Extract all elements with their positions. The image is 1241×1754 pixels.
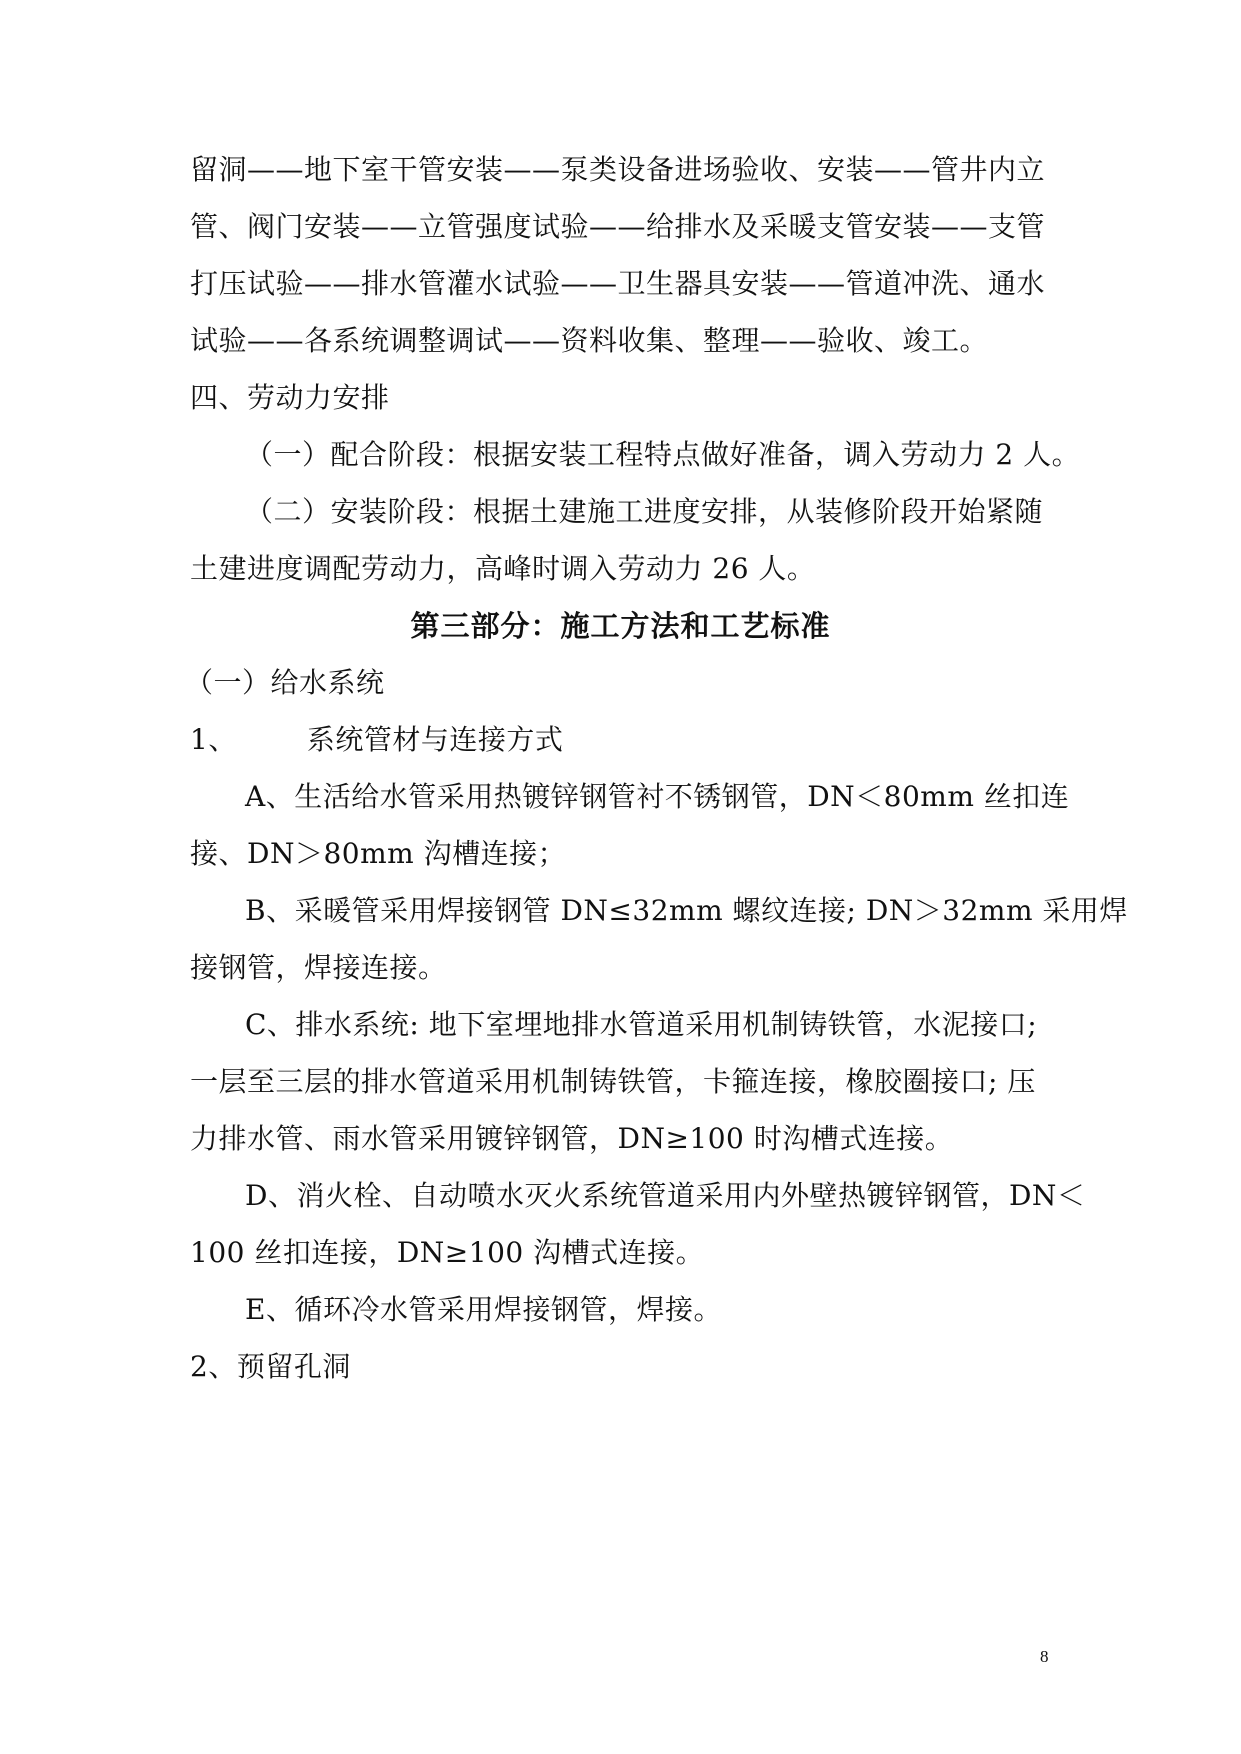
item-a-line-1: A、生活给水管采用热镀锌钢管衬不锈钢管，DN＜80mm 丝扣连	[245, 780, 1070, 813]
section-4-paragraph-2-line-2: 土建进度调配劳动力，高峰时调入劳动力 26 人。	[190, 552, 816, 585]
item-d-line-1: D、消火栓、自动喷水灭火系统管道采用内外壁热镀锌钢管，DN＜	[245, 1179, 1086, 1212]
process-line-3: 打压试验——排水管灌水试验——卫生器具安装——管道冲洗、通水	[190, 267, 1046, 300]
item-e-line-1: E、循环冷水管采用焊接钢管，焊接。	[245, 1293, 722, 1326]
item-2-heading: 2、预留孔洞	[190, 1350, 351, 1383]
item-1-number: 1、	[190, 723, 237, 756]
section-4-title: 四、劳动力安排	[190, 381, 390, 414]
part-3-heading: 第三部分：施工方法和工艺标准	[410, 609, 831, 643]
process-line-2: 管、阀门安装——立管强度试验——给排水及采暖支管安装——支管	[190, 210, 1046, 243]
section-4-paragraph-2-line-1: （二）安装阶段：根据土建施工进度安排，从装修阶段开始紧随	[245, 495, 1044, 528]
section-4-paragraph-1: （一）配合阶段：根据安装工程特点做好准备，调入劳动力 2 人。	[245, 438, 1081, 471]
item-b-line-1: B、采暖管采用焊接钢管 DN≤32mm 螺纹连接; DN＞32mm 采用焊	[245, 894, 1128, 927]
process-line-1: 留洞——地下室干管安装——泵类设备进场验收、安装——管井内立	[190, 153, 1046, 186]
page-number: 8	[1040, 1647, 1049, 1666]
water-system-title: （一）给水系统	[185, 666, 385, 699]
item-b-line-2: 接钢管，焊接连接。	[190, 951, 447, 984]
item-1-title: 系统管材与连接方式	[306, 723, 564, 756]
item-c-line-3: 力排水管、雨水管采用镀锌钢管，DN≥100 时沟槽式连接。	[190, 1122, 954, 1155]
item-c-line-1: C、排水系统: 地下室埋地排水管道采用机制铸铁管，水泥接口;	[245, 1008, 1038, 1041]
item-a-line-2: 接、DN＞80mm 沟槽连接；	[190, 837, 567, 870]
process-line-4: 试验——各系统调整调试——资料收集、整理——验收、竣工。	[190, 324, 989, 357]
item-d-line-2: 100 丝扣连接，DN≥100 沟槽式连接。	[190, 1236, 705, 1269]
item-1-heading	[190, 720, 1060, 760]
item-c-line-2: 一层至三层的排水管道采用机制铸铁管，卡箍连接，橡胶圈接口; 压	[190, 1065, 1036, 1098]
